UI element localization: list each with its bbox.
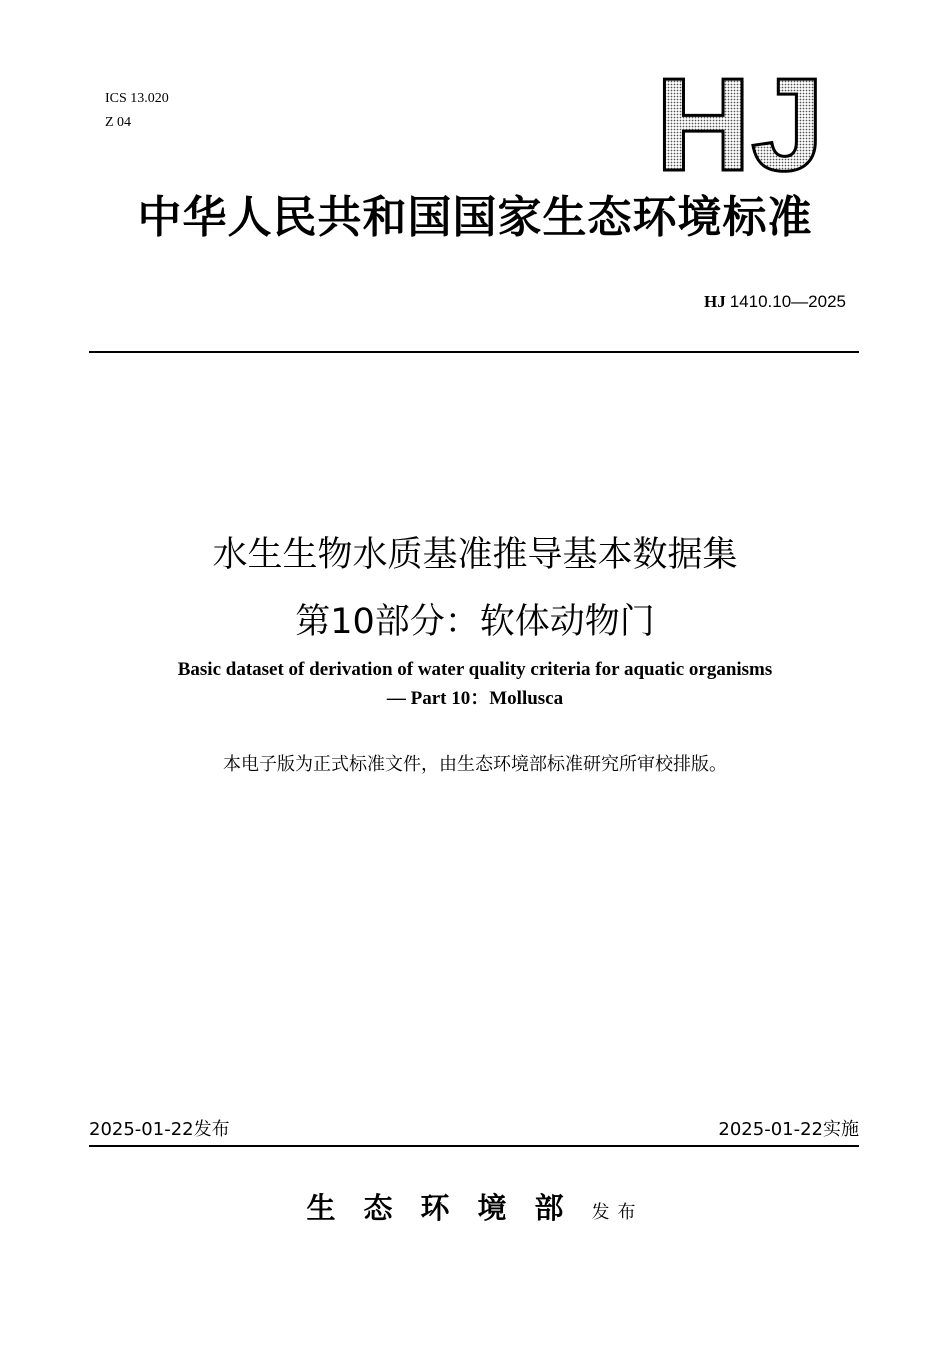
hj-logo <box>640 68 840 178</box>
publisher <box>0 1188 950 1233</box>
publisher-suffix: 发布 <box>591 1202 644 1223</box>
top-divider <box>89 351 859 353</box>
title-cn-line1: 水生生物水质基准推导基本数据集 <box>212 535 738 575</box>
hj-logo-text: HJ <box>655 68 825 178</box>
publisher-name: 生态环境部 <box>306 1191 592 1225</box>
title-en-line1: Basic dataset of derivation of water quality criteria for aquatic organisms <box>177 659 773 680</box>
classification-codes <box>105 90 169 132</box>
standard-number <box>704 291 846 313</box>
issue-date: 2025-01-22发布 <box>89 1119 230 1140</box>
standard-code: 1410.10—2025 <box>729 292 846 311</box>
bottom-divider <box>89 1145 859 1147</box>
electronic-version-notice: 本电子版为正式标准文件，由生态环境部标准研究所审校排版。 <box>223 754 727 775</box>
ccs-code: Z 04 <box>105 115 132 130</box>
implementation-date: 2025-01-22实施 <box>718 1119 859 1140</box>
standard-prefix: HJ <box>703 292 726 311</box>
ics-code: ICS 13.020 <box>105 91 169 106</box>
title-en-line2: — Part 10：Mollusca <box>386 688 564 709</box>
title-cn-line2: 第10部分：软体动物门 <box>295 602 655 642</box>
agency-title: 中华人民共和国国家生态环境标准 <box>137 192 813 243</box>
